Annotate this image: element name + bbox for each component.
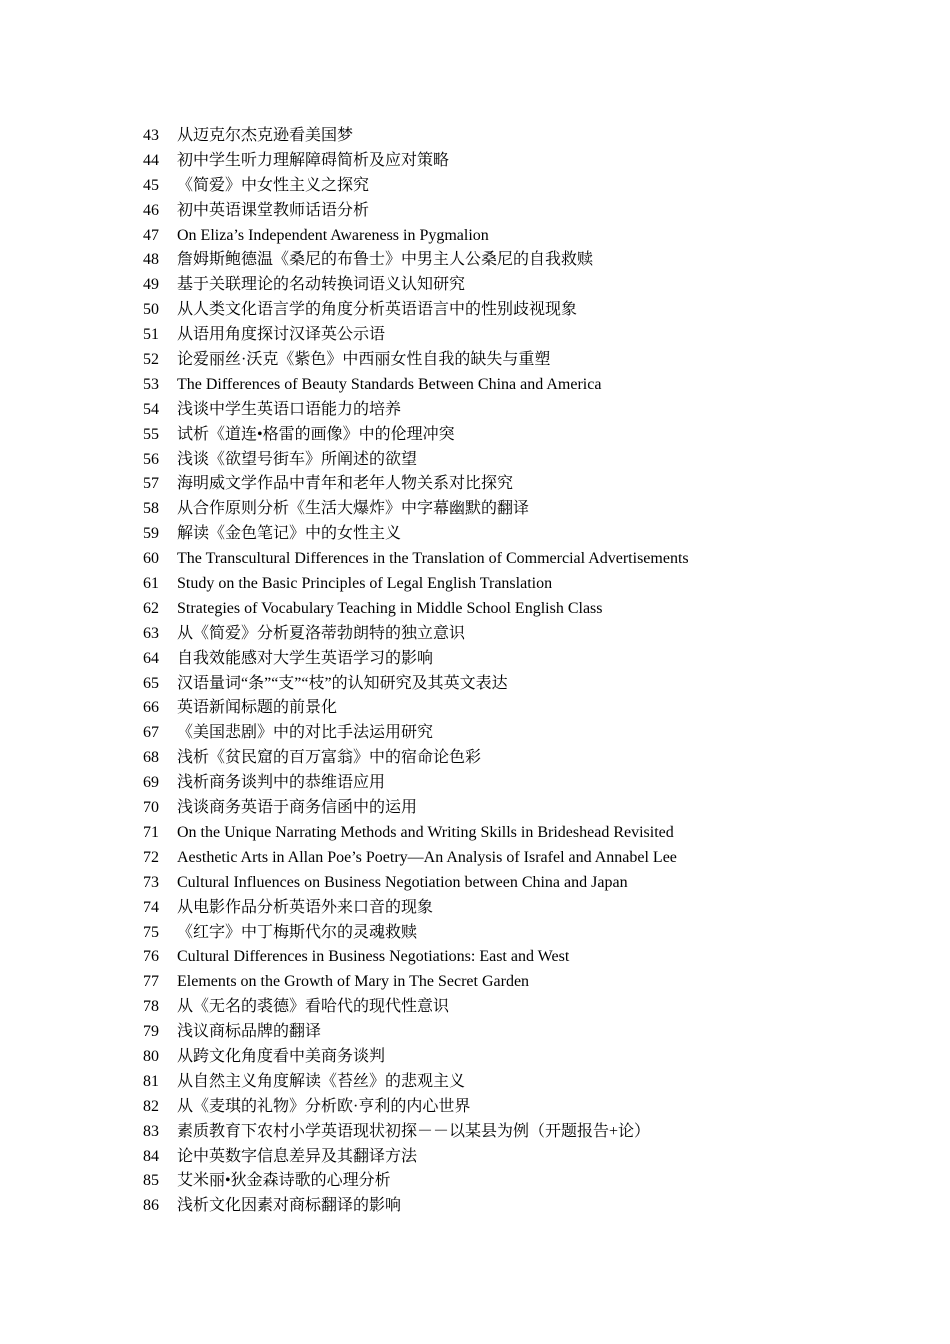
list-item [143,721,689,746]
item-number: 69 [143,774,159,792]
item-title: 论中英数字信息差异及其翻译方法 [177,1147,418,1165]
list-item [143,373,689,398]
list-item [143,995,689,1020]
item-number: 51 [143,326,159,344]
item-title: 《美国悲剧》中的对比手法运用研究 [177,724,434,742]
item-number: 86 [143,1197,159,1215]
item-number: 57 [143,475,159,493]
list-item [143,1120,689,1145]
list-item [143,423,689,448]
item-number: 83 [143,1122,159,1140]
list-item [143,696,689,721]
item-title: 论爱丽丝·沃克《紫色》中西丽女性自我的缺失与重塑 [177,351,551,369]
item-title: 从合作原则分析《生活大爆炸》中字幕幽默的翻译 [177,500,530,518]
list-item [143,497,689,522]
list-item [143,796,689,821]
item-title: 浅谈中学生英语口语能力的培养 [177,400,402,418]
list-item [143,273,689,298]
list-item [143,248,689,273]
list-item [143,921,689,946]
list-item [143,771,689,796]
list-item [143,348,689,373]
item-title: 浅析商务谈判中的恭维语应用 [177,774,386,792]
item-number: 48 [143,251,159,269]
list-item [143,1020,689,1045]
list-item [143,970,689,995]
item-number: 76 [143,948,159,966]
item-number: 75 [143,923,159,941]
item-title: 汉语量词“条”“支”“枝”的认知研究及其英文表达 [177,674,508,692]
item-number: 53 [143,375,159,393]
item-title: 詹姆斯鲍德温《桑尼的布鲁士》中男主人公桑尼的自我救赎 [177,251,594,269]
item-title: Study on the Basic Principles of Legal English Translation [177,575,553,593]
item-number: 84 [143,1147,159,1165]
item-number: 55 [143,425,159,443]
list-item [143,672,689,697]
item-number: 74 [143,898,159,916]
item-number: 44 [143,151,159,169]
list-item [143,398,689,423]
item-title: 浅析《贫民窟的百万富翁》中的宿命论色彩 [177,749,482,767]
item-title: Elements on the Growth of Mary in The Secret Garden [177,973,530,991]
item-title: 艾米丽•狄金森诗歌的心理分析 [177,1172,391,1190]
list-item [143,1169,689,1194]
list-item [143,472,689,497]
item-number: 54 [143,400,159,418]
item-number: 45 [143,176,159,194]
item-number: 63 [143,624,159,642]
item-number: 79 [143,1023,159,1041]
list-item [143,896,689,921]
item-number: 60 [143,550,159,568]
item-number: 77 [143,973,159,991]
list-item [143,1070,689,1095]
list-item [143,224,689,249]
list-item [143,298,689,323]
item-number: 58 [143,500,159,518]
topic-list [143,124,689,1219]
list-item [143,1045,689,1070]
item-title: 浅谈商务英语于商务信函中的运用 [177,799,418,817]
list-item [143,149,689,174]
item-number: 68 [143,749,159,767]
list-item [143,746,689,771]
list-item [143,448,689,473]
item-number: 43 [143,127,159,144]
item-title: 从电影作品分析英语外来口音的现象 [177,898,434,916]
list-item [143,622,689,647]
list-item [143,522,689,547]
list-item [143,1194,689,1219]
item-title: 《简爱》中女性主义之探究 [177,176,370,194]
list-item [143,821,689,846]
list-item [143,846,689,871]
item-title: 初中学生听力理解障碍简析及应对策略 [177,151,450,169]
item-number: 59 [143,525,159,543]
item-title: Cultural Differences in Business Negotiations: East and West [177,948,570,966]
item-number: 70 [143,799,159,817]
item-title: 从语用角度探讨汉译英公示语 [177,326,386,344]
item-title: 从《简爱》分析夏洛蒂勃朗特的独立意识 [177,624,466,642]
list-item [143,597,689,622]
item-number: 56 [143,450,159,468]
item-title: Cultural Influences on Business Negotiation between China and Japan [177,873,628,891]
item-number: 85 [143,1172,159,1190]
item-title: On Eliza’s Independent Awareness in Pygmalion [177,226,489,244]
item-title: 从《麦琪的礼物》分析欧·亨利的内心世界 [177,1097,471,1115]
item-title: The Transcultural Differences in the Translation of Commercial Advertisements [177,550,689,568]
item-title: 浅析文化因素对商标翻译的影响 [177,1197,402,1215]
item-title: 初中英语课堂教师话语分析 [177,201,370,219]
item-title: 《红字》中丁梅斯代尔的灵魂救赎 [177,923,418,941]
item-title: Strategies of Vocabulary Teaching in Middle School English Class [177,599,603,617]
item-number: 71 [143,823,159,841]
list-item [143,945,689,970]
item-title: 从人类文化语言学的角度分析英语语言中的性别歧视现象 [177,301,578,319]
item-number: 50 [143,301,159,319]
list-item [143,174,689,199]
list-item [143,572,689,597]
item-title: 从自然主义角度解读《苔丝》的悲观主义 [177,1072,466,1090]
item-title: 素质教育下农村小学英语现状初探－－以某县为例（开题报告+论） [177,1122,651,1140]
item-title: 试析《道连•格雷的画像》中的伦理冲突 [177,425,455,443]
item-number: 46 [143,201,159,219]
item-title: 自我效能感对大学生英语学习的影响 [177,649,434,667]
list-item [143,199,689,224]
item-number: 49 [143,276,159,294]
item-title: 基于关联理论的名动转换词语义认知研究 [177,276,466,294]
item-number: 80 [143,1047,159,1065]
item-number: 78 [143,998,159,1016]
list-item [143,1095,689,1120]
item-title: Aesthetic Arts in Allan Poe’s Poetry—An Analysis of Israfel and Annabel Lee [177,848,677,866]
item-number: 62 [143,599,159,617]
list-item [143,871,689,896]
list-item [143,547,689,572]
item-title: 英语新闻标题的前景化 [177,699,338,717]
item-number: 72 [143,848,159,866]
item-title: 从跨文化角度看中美商务谈判 [177,1047,386,1065]
item-title: 浅议商标品牌的翻译 [177,1023,322,1041]
list-item [143,1145,689,1170]
item-number: 67 [143,724,159,742]
item-title: On the Unique Narrating Methods and Writing Skills in Brideshead Revisited [177,823,674,841]
item-title: 从《无名的裘德》看哈代的现代性意识 [177,998,450,1016]
item-number: 73 [143,873,159,891]
item-number: 52 [143,351,159,369]
list-item [143,124,689,149]
item-number: 66 [143,699,159,717]
item-number: 82 [143,1097,159,1115]
item-number: 65 [143,674,159,692]
item-title: 解读《金色笔记》中的女性主义 [177,525,402,543]
list-item [143,647,689,672]
item-number: 61 [143,575,159,593]
item-number: 47 [143,226,159,244]
item-title: 浅谈《欲望号街车》所阐述的欲望 [177,450,418,468]
item-number: 64 [143,649,159,667]
item-title: The Differences of Beauty Standards Between China and America [177,375,602,393]
item-number: 81 [143,1072,159,1090]
item-title: 从迈克尔杰克逊看美国梦 [177,127,354,144]
list-item [143,323,689,348]
item-title: 海明威文学作品中青年和老年人物关系对比探究 [177,475,514,493]
